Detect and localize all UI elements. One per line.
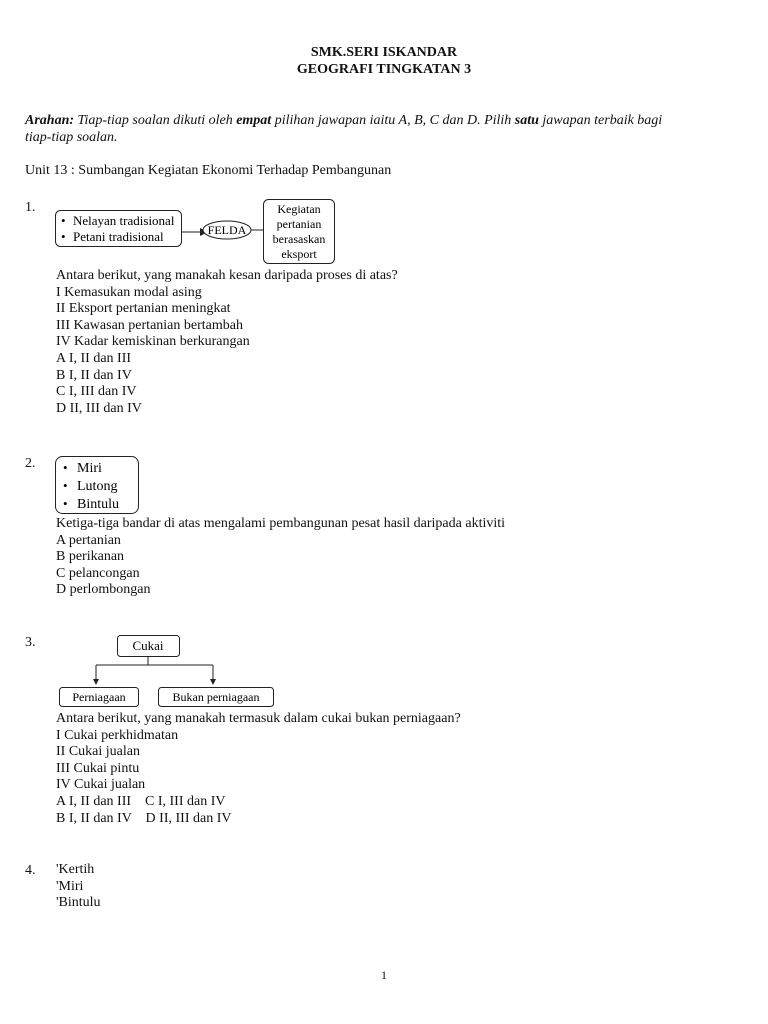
q1-right-line-1: Kegiatan	[277, 202, 321, 216]
q1-option-b: B I, II dan IV	[56, 367, 132, 383]
q2-option-b: B perikanan	[56, 549, 125, 565]
q3-left-label: Perniagaan	[72, 690, 126, 704]
instructions	[25, 112, 662, 129]
q3-diagram	[55, 633, 285, 711]
q3-statement-2: II Cukai jualan	[56, 744, 140, 760]
q3-statement-1: I Cukai perkhidmatan	[56, 727, 179, 743]
q3-statement-3: III Cukai pintu	[56, 760, 140, 776]
q1-center-label: FELDA	[207, 223, 247, 237]
q3-text	[56, 711, 461, 827]
q3-statement-4: IV Cukai jualan	[56, 777, 146, 793]
q1-option-a: A I, II dan III	[56, 350, 132, 366]
q1-left-bullet-2: •	[61, 229, 66, 244]
q1-statement-4: IV Kadar kemiskinan berkurangan	[56, 334, 250, 350]
q3-options-row-1: A I, II dan III C I, III dan IV	[56, 793, 226, 809]
q2-option-c: C pelancongan	[56, 565, 140, 581]
unit-heading: Unit 13 : Sumbangan Kegiatan Ekonomi Terhadap Pembangunan	[25, 163, 392, 178]
q4-text	[56, 862, 101, 912]
q2-bullet-3: •	[63, 496, 68, 511]
q1-left-bullet-1: •	[61, 213, 66, 228]
q1-left-item-1: Nelayan tradisional	[73, 213, 175, 228]
page-number: 1	[381, 968, 387, 982]
q1-text	[56, 268, 398, 417]
instructions-text-3: jawapan terbaik bagi	[538, 113, 663, 128]
q2-number: 2.	[25, 456, 36, 471]
q3-stem: Antara berikut, yang manakah termasuk dalam cukai bukan perniagaan?	[56, 711, 461, 726]
q3-right-label: Bukan perniagaan	[172, 690, 260, 704]
q1-stem: Antara berikut, yang manakah kesan daripada proses di atas?	[56, 268, 398, 283]
q1-right-line-2: pertanian	[276, 217, 322, 231]
q3-number: 3.	[25, 635, 36, 650]
q2-diagram	[55, 456, 145, 516]
q1-statement-3: III Kawasan pertanian bertambah	[56, 317, 243, 333]
q2-item-1: Miri	[77, 461, 102, 476]
q1-diagram	[55, 197, 345, 267]
q2-item-2: Lutong	[77, 479, 118, 494]
q1-left-item-2: Petani tradisional	[73, 229, 164, 244]
q1-right-line-3: berasaskan	[272, 232, 326, 246]
q1-right-line-4: eksport	[281, 247, 317, 261]
instructions-text-1: Tiap-tiap soalan dikuti oleh	[74, 113, 237, 128]
q4-number: 4.	[25, 863, 36, 878]
instructions-text-2: pilihan jawapan iaitu A, B, C dan D. Pilih	[271, 113, 515, 128]
instructions-bold-2: satu	[514, 113, 539, 128]
instructions-label: Arahan:	[25, 113, 75, 128]
subject-title: GEOGRAFI TINGKATAN 3	[296, 62, 472, 77]
q2-bullet-1: •	[63, 460, 68, 475]
q3-top-label: Cukai	[132, 638, 164, 653]
q2-text	[56, 516, 505, 599]
q2-bullet-2: •	[63, 478, 68, 493]
q4-item-2: 'Miri	[56, 878, 84, 894]
q2-option-a: A pertanian	[56, 532, 121, 548]
q1-statement-2: II Eksport pertanian meningkat	[56, 301, 231, 317]
q4-item-1: 'Kertih	[56, 862, 95, 877]
q2-stem: Ketiga-tiga bandar di atas mengalami pembangunan pesat hasil daripada aktiviti	[56, 516, 506, 531]
q1-statement-1: I Kemasukan modal asing	[56, 284, 202, 300]
q4-item-3: 'Bintulu	[56, 895, 101, 911]
instructions-bold-1: empat	[236, 113, 272, 128]
q3-options-row-2: B I, II dan IV D II, III dan IV	[56, 810, 232, 826]
q1-number: 1.	[25, 200, 36, 215]
q3-left-arrowhead	[93, 679, 99, 685]
school-title: SMK.SERI ISKANDAR	[310, 45, 458, 60]
q1-option-c: C I, III dan IV	[56, 384, 137, 400]
q2-option-d: D perlombongan	[56, 582, 151, 598]
instructions-line-2: tiap-tiap soalan.	[25, 130, 118, 145]
q2-item-3: Bintulu	[77, 497, 120, 512]
q3-right-arrowhead	[210, 679, 216, 685]
q1-option-d: D II, III dan IV	[56, 400, 142, 416]
